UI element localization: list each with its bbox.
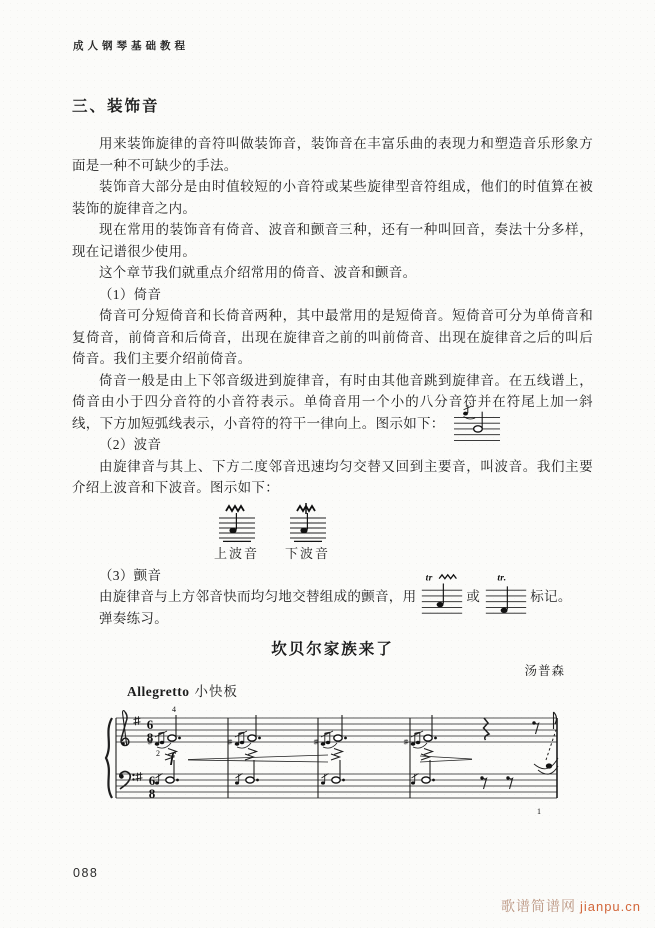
- subheading-trill: （3）颤音: [99, 567, 162, 583]
- upper-mordent-figure: [214, 502, 259, 562]
- svg-text:2: 2: [156, 749, 160, 758]
- intro-paragraph: 装饰音大部分是由时值较短的小音符或某些旋律型音符组成，他们的时值算在被装饰的旋律音之内。: [72, 179, 593, 216]
- mordent-paragraph: 由旋律音与其上、下方二度邻音迅速均匀交替又回到主要音，叫波音。我们主要介绍上波音和下波音。图示如下：: [72, 458, 593, 495]
- svg-text:6: 6: [146, 717, 154, 732]
- intro-paragraph: 这个章节我们就重点介绍常用的倚音、波音和颤音。: [99, 265, 417, 280]
- upper-mordent-notation: [217, 502, 257, 542]
- practice-label: 弹奏练习。: [99, 610, 168, 626]
- trill-notation-dot: [483, 571, 529, 619]
- composer-name: 汤普森: [524, 664, 565, 678]
- svg-text:8: 8: [146, 730, 154, 745]
- crescendo-hairpin: [188, 755, 328, 762]
- intro-paragraph: 用来装饰旋律的音符叫做装饰音，装饰音在丰富乐曲的表现力和塑造音乐形象方面是一种不可缺少的手法。: [72, 136, 593, 173]
- song-title: 坎贝尔家族来了: [271, 641, 394, 658]
- upper-mordent-label: 上波音: [214, 545, 260, 561]
- running-header: 成人钢琴基础教程: [73, 41, 189, 52]
- sheet-music: [100, 702, 593, 820]
- brace: [106, 718, 112, 798]
- mordent-figures-row: [214, 502, 593, 562]
- lower-mordent-label: 下波音: [285, 545, 331, 561]
- trill-mark-dot-text: tr.: [497, 572, 507, 584]
- treble-clef: [121, 711, 129, 746]
- subheading-appoggiatura: （1）倚音: [99, 286, 162, 302]
- eighth-rest: [480, 776, 486, 789]
- tempo-marking: [127, 680, 593, 700]
- svg-text:6: 6: [148, 773, 156, 788]
- quarter-rest: [484, 718, 490, 740]
- section-title: 三、装饰音: [72, 98, 160, 115]
- page-content: [72, 94, 593, 820]
- treble-note-group: [314, 715, 347, 755]
- watermark-site-name: 歌谱简谱网: [500, 900, 576, 915]
- glissando-figure: [534, 712, 558, 774]
- appoggiatura-paragraph-2: [72, 370, 593, 435]
- lower-mordent-notation: [288, 502, 328, 542]
- watermark: [501, 896, 641, 916]
- svg-text:8: 8: [148, 786, 156, 801]
- svg-text:4: 4: [172, 705, 176, 714]
- trill-notation-wavy: [419, 571, 465, 619]
- lower-mordent-figure: [285, 502, 330, 562]
- svg-text:1: 1: [537, 807, 541, 816]
- page-number: 088: [73, 866, 99, 880]
- intro-paragraph: 现在常用的装饰音有倚音、波音和颤音三种，还有一种叫回音，奏法十分多样，现在记谱很少使用。: [72, 222, 593, 259]
- eighth-rest: [532, 721, 538, 734]
- treble-note-group: [404, 715, 437, 755]
- tempo-chinese: 小快板: [194, 684, 238, 699]
- appoggiatura-notation-figure: [451, 404, 503, 450]
- dynamic-forte: f: [170, 751, 175, 766]
- grand-staff-score: [100, 702, 562, 820]
- trill-mark-text: tr: [426, 572, 434, 584]
- time-signature: [147, 717, 156, 801]
- trill-text-or: 或: [466, 589, 481, 604]
- appoggiatura-paragraph: 倚音可分短倚音和长倚音两种，其中最常用的是短倚音。短倚音可分为单倚音和复倚音，前倚音和后倚音，出现在旋律音之前的叫前倚音、出现在旋律音之后的叫后倚音。我们主要介绍前倚音。: [72, 308, 593, 366]
- watermark-site-url: jianpu.cn: [579, 899, 641, 914]
- eighth-rest: [506, 776, 512, 789]
- subheading-mordent: （2）波音: [99, 437, 162, 452]
- treble-note-group: [228, 715, 261, 755]
- trill-text-before: 由旋律音与上方邻音快而均匀地交替组成的颤音，用: [99, 589, 417, 604]
- trill-text-after: 标记。: [530, 589, 572, 604]
- tempo-italian: Allegretto: [127, 684, 190, 699]
- appoggiatura-text: 倚音一般是由上下邻音级进到旋律音，有时由其他音跳到旋律音。在五线谱上，倚音由小于四分音符的小音符表示。单倚音用一个小的八分音符并在符尾上加一斜线，下方加短弧线表示，小音符的符干一律向上。图示如下：: [72, 372, 593, 431]
